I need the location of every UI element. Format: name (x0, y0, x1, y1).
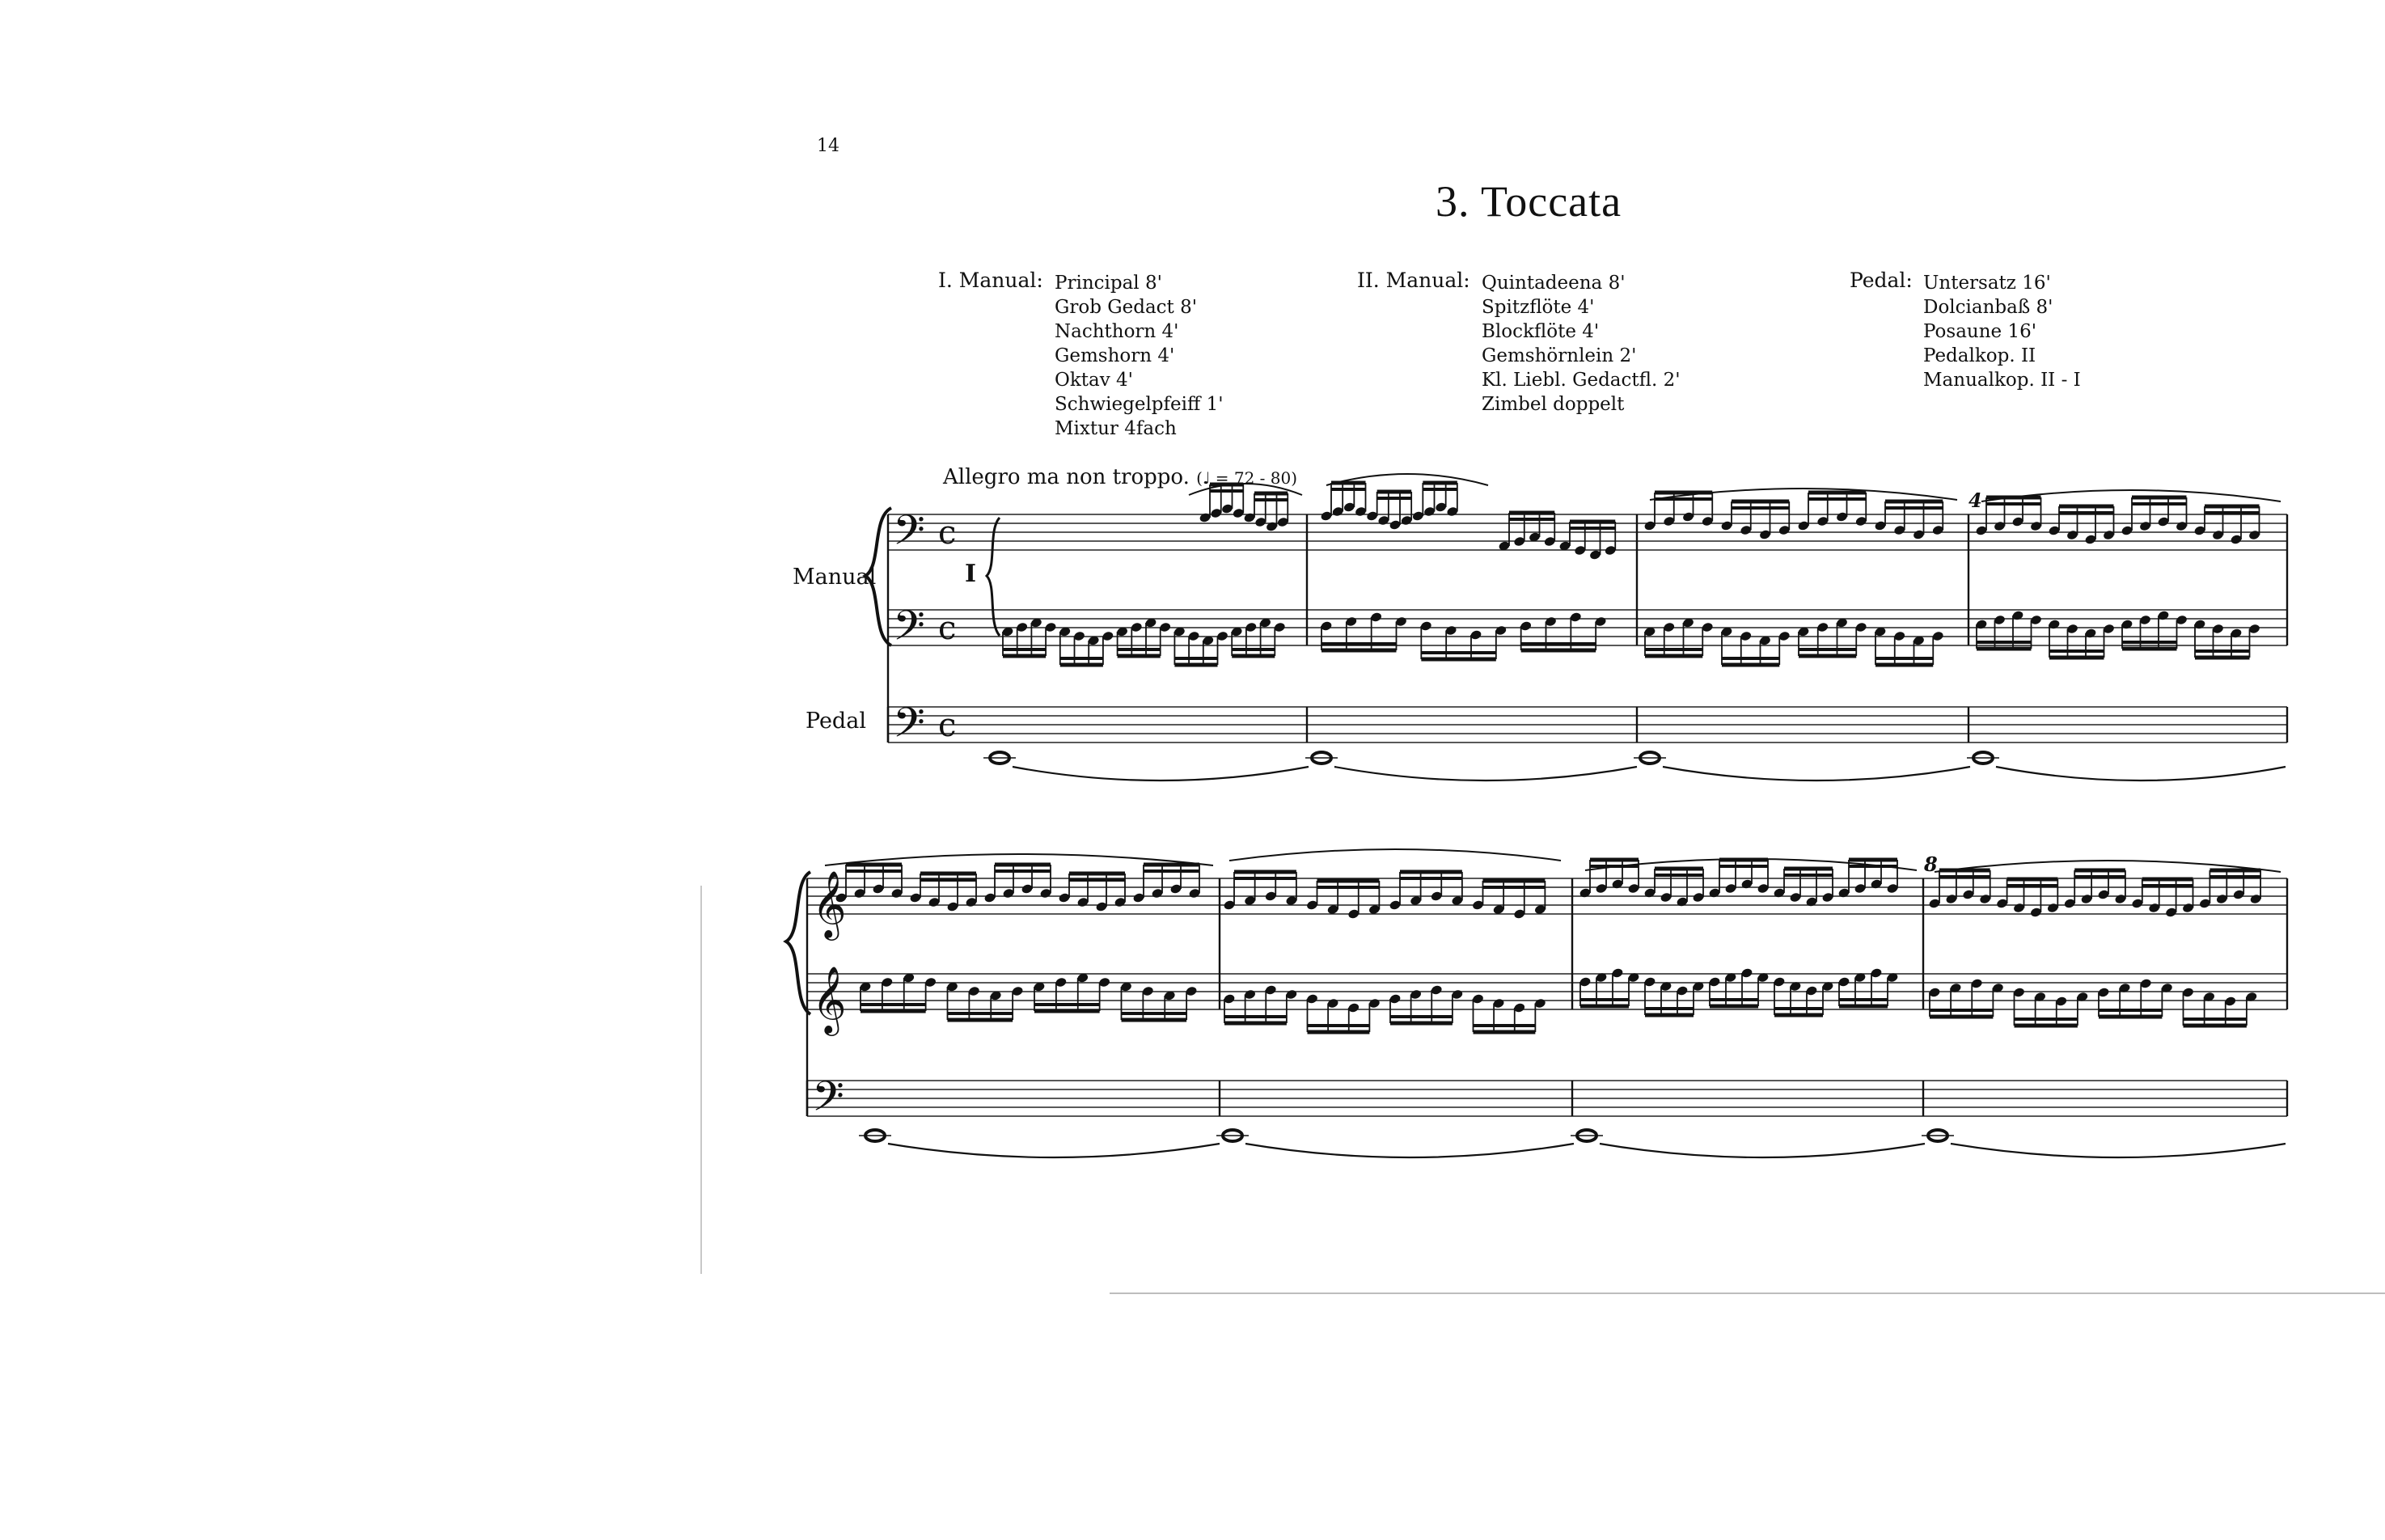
registration-manual-2-heading: II. Manual: (1357, 269, 1470, 292)
notes-layer (825, 474, 2286, 1157)
measure-number: 8 (1924, 852, 1938, 876)
piece-title: 3. Toccata (1436, 177, 1622, 226)
stop-item: Gemshorn 4' (1055, 345, 1175, 366)
slur (1981, 490, 2281, 501)
tie (1663, 767, 1970, 781)
measure-number: 4 (1968, 489, 1982, 512)
stop-item: Dolcianbaß 8' (1923, 297, 2053, 318)
stop-item: Mixtur 4fach (1055, 418, 1177, 439)
manual-label: Manual (793, 565, 877, 590)
time-signature: c (938, 610, 957, 647)
tie (888, 1144, 1220, 1157)
treble-clef: 𝄞 (812, 869, 847, 937)
tie (1951, 1144, 2286, 1157)
stop-item: Posaune 16' (1923, 321, 2037, 342)
tie (1334, 767, 1637, 781)
stop-item: Kl. Liebl. Gedactfl. 2' (1482, 370, 1681, 391)
grand-staff-brace-system-1 (865, 508, 1000, 645)
bass-clef: 𝄢 (812, 1072, 844, 1131)
manual-number: I (965, 560, 977, 588)
registration-manual-1-heading: I. Manual: (938, 269, 1043, 292)
tie (1996, 767, 2286, 781)
stop-item: Pedalkop. II (1923, 345, 2036, 366)
bass-clef: 𝄢 (893, 698, 925, 757)
stop-item: Untersatz 16' (1923, 273, 2051, 294)
stop-item: Nachthorn 4' (1055, 321, 1179, 342)
stop-item: Oktav 4' (1055, 370, 1134, 391)
treble-clef: 𝄞 (812, 965, 847, 1033)
page-number: 14 (817, 136, 839, 156)
clefs-layer (812, 506, 956, 1131)
stop-item: Manualkop. II - I (1923, 370, 2081, 391)
stop-item: Zimbel doppelt (1482, 394, 1625, 415)
manual-bracket (987, 518, 1000, 636)
stop-item: Schwiegelpfeiff 1' (1055, 394, 1224, 415)
stop-item: Principal 8' (1055, 273, 1162, 294)
metronome-marking: (♩ = 72 - 80) (1196, 468, 1298, 488)
registration-pedal-heading: Pedal: (1850, 269, 1913, 292)
tie (1245, 1144, 1574, 1157)
time-signature: c (938, 514, 957, 552)
stop-item: Gemshörnlein 2' (1482, 345, 1637, 366)
time-signature: c (938, 707, 957, 744)
stop-item: Spitzflöte 4' (1482, 297, 1595, 318)
bass-clef: 𝄢 (893, 506, 925, 565)
tie (1600, 1144, 1925, 1157)
stop-item: Quintadeena 8' (1482, 273, 1626, 294)
slur (1229, 849, 1561, 861)
stop-item: Blockflöte 4' (1482, 321, 1600, 342)
pedal-label: Pedal (806, 709, 866, 734)
tie (1013, 767, 1309, 781)
tempo-text: Allegro ma non troppo. (943, 465, 1190, 489)
stop-item: Grob Gedact 8' (1055, 297, 1198, 318)
bass-clef: 𝄢 (893, 601, 925, 660)
